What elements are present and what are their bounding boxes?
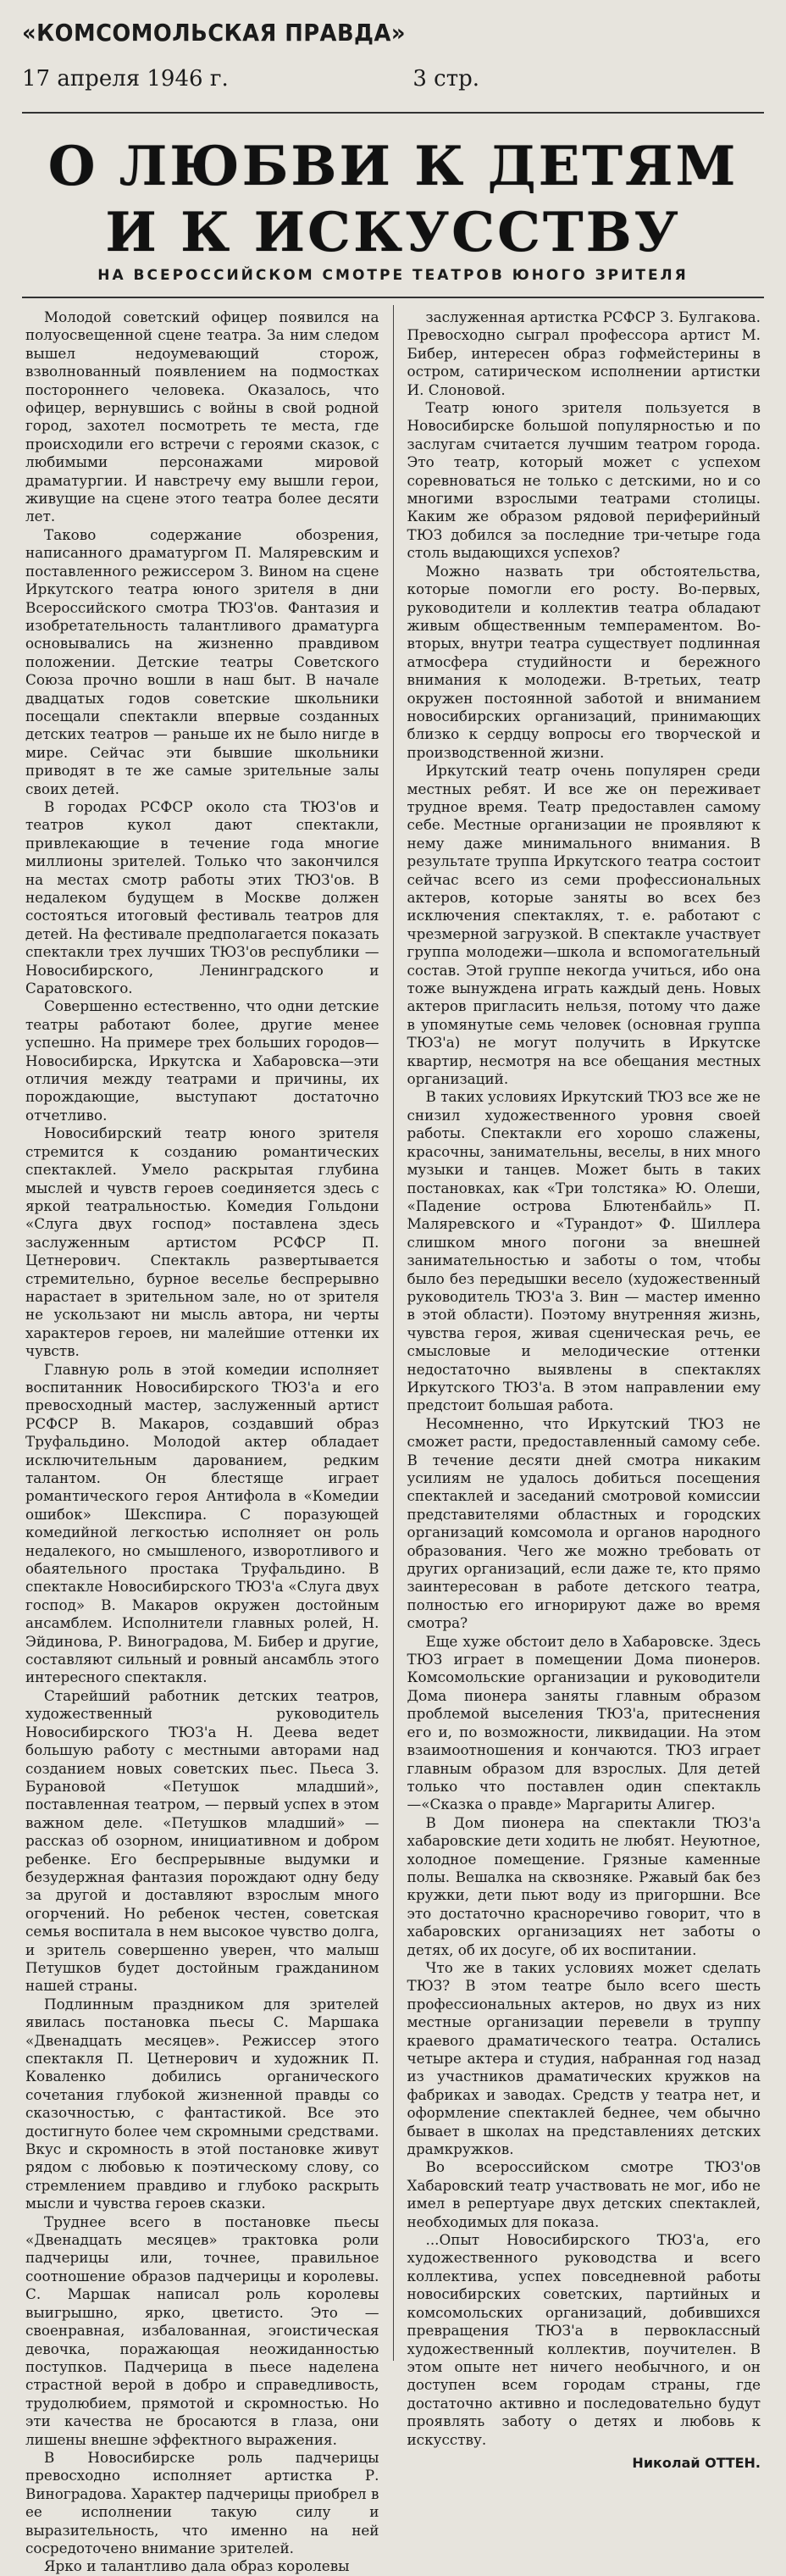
article-paragraph: Подлинным праздником для зрителей явилась постановка пьесы С. Маршака «Двенадцать месяцев». Режиссер этого спектакля П. Цетнерович и художник П. Коваленко добились органического сочетания глубокой жизненной правды со сказочностью, с фантастикой. Все это достигнуто более чем скромными средствами. Вкус и скромность в этой постановке живут рядом с любовью к поэтическому слову, со стремлением правдиво и глубоко раскрыть мысли и чувства героев сказки.: [25, 1995, 379, 2212]
newspaper-name: «КОМСОМОЛЬСКАЯ ПРАВДА»: [22, 19, 406, 47]
article-paragraph: Несомненно, что Иркутский ТЮЗ не сможет расти, предоставленный самому себе. В течение десяти дней смотра никаким усилиям не удалось добиться посещения спектаклей и заседаний смотровой комиссии представителями областных и городских организаций комсомола и органов народного образования. Чего же можно требовать от других организаций, если даже те, кто прямо заинтересован в работе детского театра, полностью его игнорируют даже во время смотра?: [407, 1414, 761, 1632]
article-paragraph: Еще хуже обстоит дело в Хабаровске. Здесь ТЮЗ играет в помещении Дома пионеров. Комсомольские организации и руководители Дома пионера заняты главным образом проблемой выселения ТЮЗ'а, притеснения его и, по возможности, ликвидации. На этом взаимоотношения и кончаются. ТЮЗ играет главным образом для взрослых. Для детей только что поставлен один спектакль—«Сказка о правде» Маргариты Алигер.: [407, 1632, 761, 1813]
article-paragraph: Труднее всего в постановке пьесы «Двенадцать месяцев» трактовка роли падчерицы или, точнее, правильное соотношение образов падчерицы и королевы. С. Маршак написал роль королевы выигрышно, ярко, цветисто. Это — своенравная, избалованная, эгоистическая девочка, поражающая неожиданностью поступков. Падчерица в пьесе наделена страстной верой в добро и справедливость, трудолюбием, прямотой и скромностью. Но эти качества не бросаются в глаза, они лишены внешне эффектного выражения.: [25, 2212, 379, 2448]
article-author: Николай ОТТЕН.: [632, 2454, 761, 2471]
article-paragraph: Ярко и талантливо дала образ королевы: [44, 2557, 350, 2575]
article-headline: О ЛЮБВИ К ДЕТЯМ И К ИСКУССТВУ: [47, 135, 739, 264]
left-column: [22, 305, 394, 2575]
article-paragraph: Главную роль в этой комедии исполняет воспитанник Новосибирского ТЮЗ'а и его превосходный мастер, заслуженный артист РСФСР В. Макаров, создавший образ Труфальдино. Молодой актер обладает исключительным дарованием, редким талантом. Он блестяще играет романтического героя Антифола в «Комедии ошибок» Шекспира. С поразующей комедийной легкостью исполняет он роль недалекого, но смышленого, изворотливого и обаятельного простака Труфальдино. В спектакле Новосибирского ТЮЗ'а «Слуга двух господ» В. Макаров окружен достойным ансамблем. Исполнители главных ролей, Н. Эйдинова, Р. Виноградова, М. Бибер и другие, составляют сильный и ровный ансамбль этого интересного спектакля.: [25, 1360, 379, 1686]
right-column: [394, 305, 765, 2471]
article-body: [22, 305, 764, 2575]
article-paragraph: Можно назвать три обстоятельства, которые помогли его росту. Во-первых, руководители и коллектив театра обладают живым общественным темпераментом. Во-вторых, внутри театра существует подлинная атмосфера студийности и бережного внимания к молодежи. В-третьих, театр окружен постоянной заботой и вниманием новосибирских организаций, принимающих близко к сердцу вопросы его творческой и производственной жизни.: [407, 562, 761, 761]
article-paragraph: В Дом пионера на спектакли ТЮЗ'а хабаровские дети ходить не любят. Неуютное, холодное помещение. Грязные каменные полы. Вешалка на сквозняке. Ржавый бак без кружки, дети пьют воду из пригоршни. Все это достаточно красноречиво говорит, что в хабаровских организациях нет заботы о детях, об их досуге, об их воспитании.: [407, 1813, 761, 1958]
article-paragraph: В таких условиях Иркутский ТЮЗ все же не снизил художественного уровня своей работы. Спектакли его хорошо слажены, красочны, занимательны, веселы, в них много музыки и танцев. Может быть в таких постановках, как «Три толстяка» Ю. Олеши, «Падение острова Блютенбайль» П. Маляревского и «Турандот» Ф. Шиллера слишком много погони за внешней занимательностью и заботы о том, чтобы было без передышки весело (художественный руководитель ТЮЗ'а З. Вин — мастер именно в этой области). Поэтому внутренняя жизнь, чувства героя, живая сценическая речь, ее смысловые и мелодические оттенки недостаточно выявлены в спектаклях Иркутского ТЮЗ'а. В этом направлении ему предстоит большая работа.: [407, 1088, 761, 1414]
article-paragraph: Новосибирский театр юного зрителя стремится к созданию романтических спектаклей. Умело раскрытая глубина мыслей и чувств героев соединяется здесь с яркой театральностью. Комедия Гольдони «Слуга двух господ» поставлена здесь заслуженным артистом РСФСР П. Цетнерович. Спектакль развертывается стремительно, бурное веселье беспрерывно нарастает в зрительном зале, но от зрителя не ускользают ни мысль автора, ни черты характеров героев, ни малейшие оттенки их чувств.: [25, 1124, 379, 1360]
article-paragraph: Совершенно естественно, что одни детские театры работают более, другие менее успешно. На примере трех больших городов—Новосибирска, Иркутска и Хабаровска—эти отличия между театрами и причины, их порождающие, выступают достаточно отчетливо.: [25, 997, 379, 1124]
header-rule: [22, 112, 764, 114]
article-paragraph: Старейший работник детских театров, художественный руководитель Новосибирского ТЮЗ'а Н. Деева ведет большую работу с местными авторами над созданием новых советских пьес. Пьеса З. Бурановой «Петушок младший», поставленная театром, — первый успех в этом важном деле. «Петушков младший» — рассказ об озорном, инициативном и добром ребенке. Его беспрерывные выдумки и безудержная фантазия порождают одну беду за другой и доставляют взрослым много огорчений. Но ребенок честен, советская семья воспитала в нем высокое чувство долга, и зритель совершенно уверен, что малыш Петушков будет достойным гражданином нашей страны.: [25, 1686, 379, 1995]
article-paragraph: Во всероссийском смотре ТЮЗ'ов Хабаровский театр участвовать не мог, ибо не имел в репертуаре двух детских спектаклей, необходимых для показа.: [407, 2158, 761, 2230]
article-paragraph: заслуженная артистка РСФСР З. Булгакова. Превосходно сыграл профессора артист М. Бибер, интересен образ гофмейстерины в остром, сатирическом исполнении артистки И. Слоновой.: [407, 308, 761, 398]
article-paragraph: Молодой советский офицер появился на полуосвещенной сцене театра. За ним следом вышел недоумевающий сторож, взволнованный появлением на подмостках постороннего человека. Оказалось, что офицер, вернувшись с войны в свой родной город, захотел посмотреть те места, где происходили его встречи с героями сказок, с любимыми персонажами мировой драматургии. И навстречу ему вышли герои, живущие на сцене этого театра более десяти лет.: [25, 308, 379, 525]
article-paragraph: Театр юного зрителя пользуется в Новосибирске большой популярностью и по заслугам считается лучшим театром города. Это театр, который может с успехом соревноваться не только с детскими, но и со многими взрослыми театрами столицы. Каким же образом рядовой периферийный ТЮЗ добился за последние три-четыре года столь выдающихся успехов?: [407, 399, 761, 562]
article-paragraph: Таково содержание обозрения, написанного драматургом П. Маляревским и поставленного режиссером З. Вином на сцене Иркутского театра юного зрителя в дни Всероссийского смотра ТЮЗ'ов. Фантазия и изобретательность талантливого драматурга основывались на жизненно правдивом положении. Детские театры Советского Союза прочно вошли в наш быт. В начале двадцатых годов советские школьники посещали спектакли впервые созданных детских театров — раньше их не было нигде в мире. Сейчас эти бывшие школьники приводят в те же самые зрительные залы своих детей.: [25, 525, 379, 797]
issue-date: 17 апреля 1946 г.: [22, 66, 229, 92]
article-paragraph: В Новосибирске роль падчерицы превосходно исполняет артистка Р. Виноградова. Характер падчерицы приобрел в ее исполнении такую силу и выразительность, что именно на ней сосредоточено внимание зрителей.: [25, 2448, 379, 2557]
article-subhead: НА ВСЕРОССИЙСКОМ СМОТРЕ ТЕАТРОВ ЮНОГО ЗРИТЕЛЯ: [97, 267, 689, 284]
subhead-rule: [22, 297, 764, 298]
article-paragraph: ...Опыт Новосибирского ТЮЗ'а, его художественного руководства и всего коллектива, успех повседневной работы новосибирских советских, партийных и комсомольских организаций, добившихся превращения ТЮЗ'а в первоклассный художественный коллектив, поучителен. В этом опыте нет ничего необычного, и он доступен всем городам страны, где достаточно активно и последовательно будут проявлять заботу о детях и любовь к искусству.: [407, 2231, 761, 2448]
article-paragraph: Что же в таких условиях может сделать ТЮЗ? В этом театре было всего шесть профессиональных актеров, но двух из них местные организации перевели в труппу краевого драматического театра. Остались четыре актера и студия, набранная год назад из участников драматических кружков на фабриках и заводах. Средств у театра нет, и оформление спектаклей беднее, чем обычно бывает в школах на представлениях детских драмкружков.: [407, 1958, 761, 2158]
article-paragraph: Иркутский театр очень популярен среди местных ребят. И все же он переживает трудное время. Театр предоставлен самому себе. Местные организации не проявляют к нему даже минимального внимания. В результате труппа Иркутского театра состоит сейчас всего из семи профессиональных актеров, которые заняты во всех без исключения спектаклях, т. е. работают с чрезмерной загрузкой. В спектакле участвует группа молодежи—школа и вспомогательный состав. Этой группе некогда учиться, ибо она тоже вынуждена играть каждый день. Новых актеров пригласить нельзя, потому что даже в упомянутые семь человек (основная группа ТЮЗ'а) не могут получить в Иркутске квартир, несмотря на все обещания местных организаций.: [407, 762, 761, 1088]
page-number: 3 стр.: [412, 66, 479, 92]
article-paragraph: В городах РСФСР около ста ТЮЗ'ов и театров кукол дают спектакли, привлекающие в течение года многие миллионы зрителей. Только что закончился на местах смотр работы этих ТЮЗ'ов. В недалеком будущем в Москве должен состояться итоговый фестиваль театров для детей. На фестивале предполагается показать спектакли трех лучших ТЮЗ'ов республики — Новосибирского, Ленинградского и Саратовского.: [25, 797, 379, 997]
dateline: [22, 66, 479, 92]
